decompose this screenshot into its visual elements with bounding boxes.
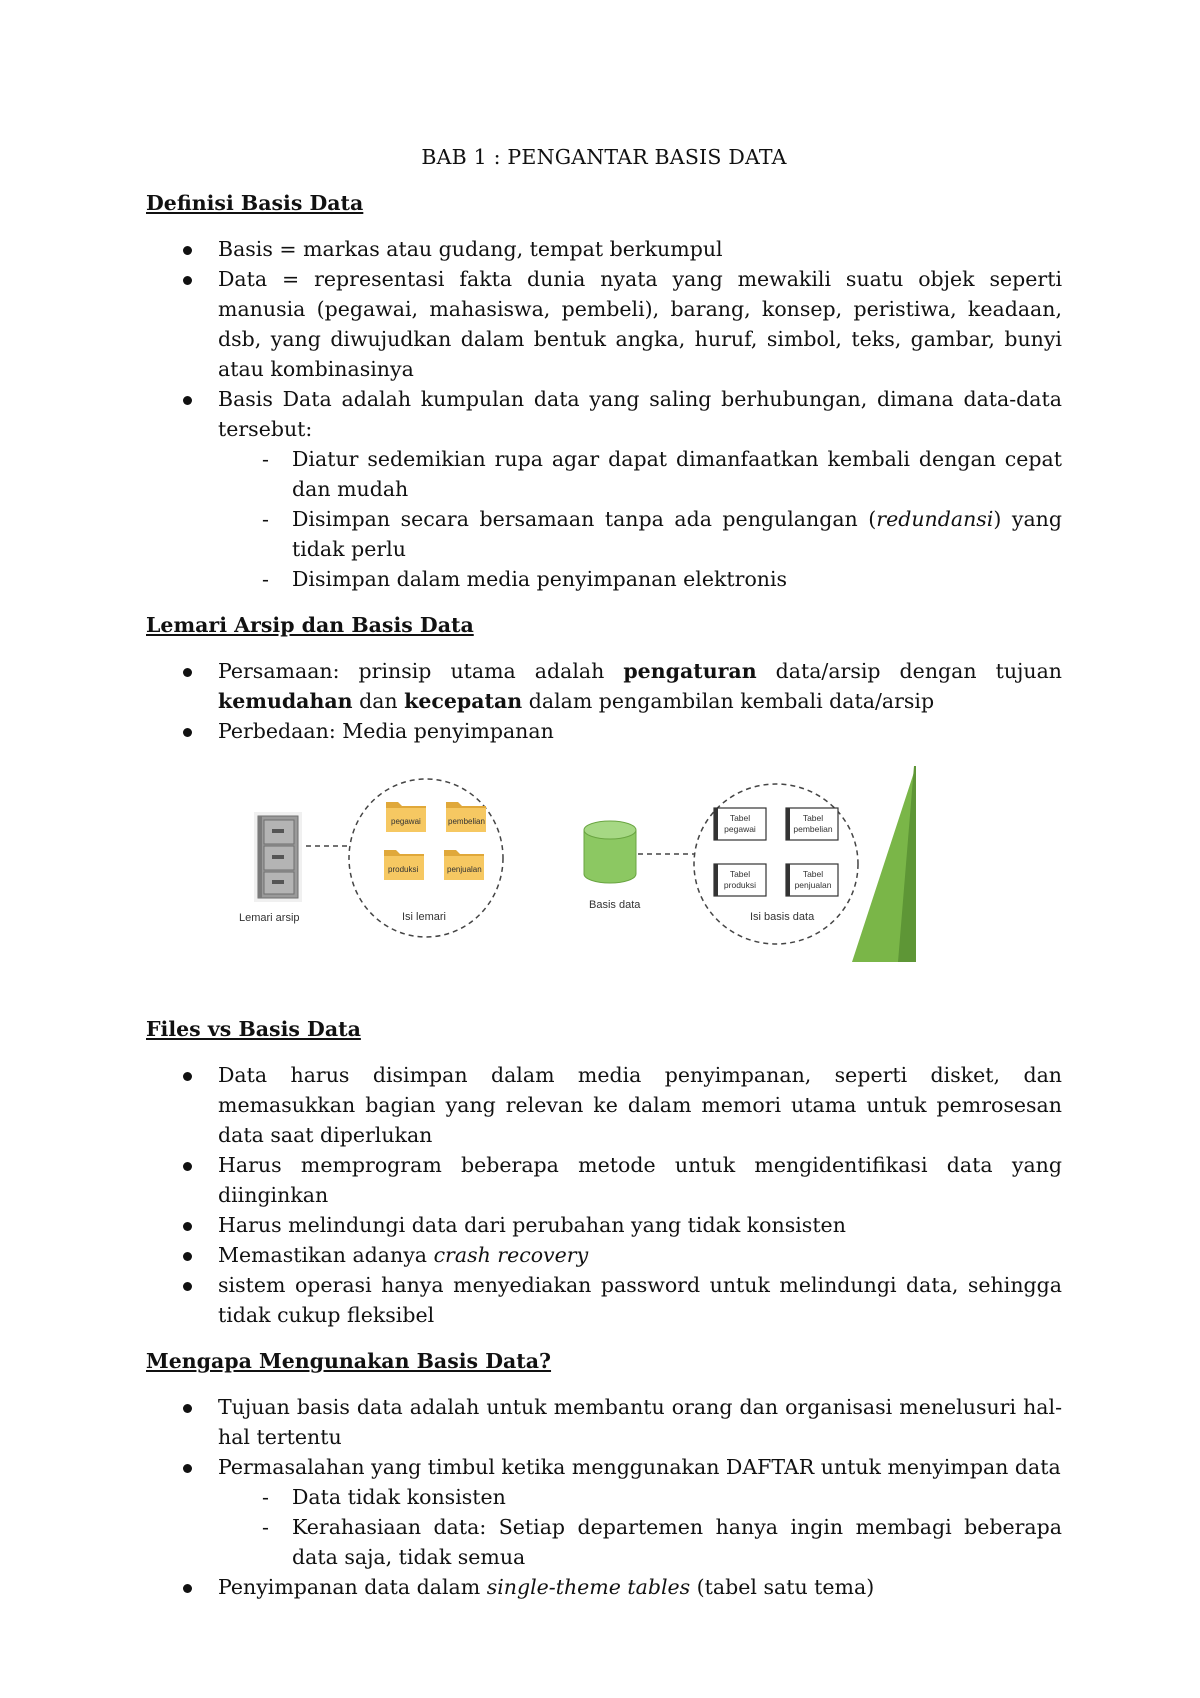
isi-lemari-label: Isi lemari: [402, 911, 447, 923]
list-item: Basis = markas atau gudang, tempat berkumpul: [146, 234, 1062, 264]
dash-icon: -: [262, 1485, 269, 1509]
table-label-line1: Tabel: [729, 813, 751, 823]
list-item: sistem operasi hanya menyediakan password untuk melindungi data, sehingga tidak cukup fleksibel: [146, 1270, 1062, 1330]
definisi-list: [146, 234, 1062, 594]
list-item: Memastikan adanya crash recovery: [146, 1240, 1062, 1270]
comparison-diagram: [146, 762, 1062, 998]
mengapa-list: [146, 1392, 1062, 1602]
bullet-icon: [183, 1162, 192, 1171]
list-item: Basis Data adalah kumpulan data yang saling berhubungan, dimana data-data tersebut: - Diatur sedemikian rupa agar dapat dimanfaatkan kembali dengan cepat dan mudah - Disimpan secara bersamaan tanpa ada pengulangan (redundansi) yang tidak perlu - Disimpan dalam media penyimpanan elektronis: [146, 384, 1062, 594]
section-heading-files: Files vs Basis Data: [146, 1017, 361, 1041]
bullet-icon: [183, 396, 192, 405]
folder-label: pegawai: [391, 817, 421, 826]
sub-list-item: - Diatur sedemikian rupa agar dapat dimanfaatkan kembali dengan cepat dan mudah: [218, 444, 1062, 504]
sub-list-item: - Data tidak konsisten: [218, 1482, 1062, 1512]
list-item: Persamaan: prinsip utama adalah pengaturan data/arsip dengan tujuan kemudahan dan kecepatan dalam pengambilan kembali data/arsip: [146, 656, 1062, 716]
list-item: Data harus disimpan dalam media penyimpanan, seperti disket, dan memasukkan bagian yang relevan ke dalam memori utama untuk pemrosesan data saat diperlukan: [146, 1060, 1062, 1150]
files-list: [146, 1060, 1062, 1330]
bullet-icon: [183, 1584, 192, 1593]
section-heading-definisi: Definisi Basis Data: [146, 191, 364, 215]
list-item: Permasalahan yang timbul ketika menggunakan DAFTAR untuk menyimpan data - Data tidak konsisten - Kerahasiaan data: Setiap departemen hanya ingin membagi beberapa data saja, tidak semua: [146, 1452, 1062, 1572]
bullet-icon: [183, 1404, 192, 1413]
bullet-icon: [183, 1282, 192, 1291]
bullet-icon: [183, 728, 192, 737]
bullet-icon: [183, 1222, 192, 1231]
table-label-line1: Tabel: [729, 869, 751, 879]
mengapa-sublist: [218, 1482, 1062, 1572]
dash-icon: -: [262, 507, 269, 531]
table-label-line2: penjualan: [794, 880, 832, 890]
list-item: Perbedaan: Media penyimpanan: [146, 716, 1062, 746]
bullet-icon: [183, 1072, 192, 1081]
folder-label: produksi: [388, 865, 419, 874]
comparison-figure: [146, 762, 1062, 998]
page-title: BAB 1 : PENGANTAR BASIS DATA: [421, 145, 787, 169]
list-item: Tujuan basis data adalah untuk membantu orang dan organisasi menelusuri hal-hal tertentu: [146, 1392, 1062, 1452]
dash-icon: -: [262, 447, 269, 471]
table-label-line2: pembelian: [793, 824, 833, 834]
basis-data-label: Basis data: [589, 899, 641, 911]
isi-basis-data-label: Isi basis data: [750, 911, 815, 923]
table-label-line2: pegawai: [724, 824, 756, 834]
section-heading-lemari: Lemari Arsip dan Basis Data: [146, 613, 474, 637]
filing-cabinet-icon: [254, 812, 302, 902]
folder-label: penjualan: [447, 865, 482, 874]
bullet-icon: [183, 276, 192, 285]
dash-icon: -: [262, 567, 269, 591]
sub-list-item: - Disimpan dalam media penyimpanan elektronis: [218, 564, 1062, 594]
lemari-arsip-label: Lemari arsip: [239, 912, 300, 924]
folder-label: pembelian: [448, 817, 485, 826]
dash-icon: -: [262, 1515, 269, 1539]
section-heading-mengapa: Mengapa Mengunakan Basis Data?: [146, 1349, 552, 1373]
bullet-icon: [183, 1252, 192, 1261]
list-item: Penyimpanan data dalam single-theme tables (tabel satu tema): [146, 1572, 1062, 1602]
document-body: [146, 142, 1062, 1618]
sub-list-item: - Kerahasiaan data: Setiap departemen hanya ingin membagi beberapa data saja, tidak semua: [218, 1512, 1062, 1572]
list-item: Harus memprogram beberapa metode untuk mengidentifikasi data yang diinginkan: [146, 1150, 1062, 1210]
bullet-icon: [183, 668, 192, 677]
sub-list-item: - Disimpan secara bersamaan tanpa ada pengulangan (redundansi) yang tidak perlu: [218, 504, 1062, 564]
table-label-line1: Tabel: [802, 813, 824, 823]
bullet-icon: [183, 246, 192, 255]
lemari-list: [146, 656, 1062, 746]
table-label-line2: produksi: [723, 880, 757, 890]
database-cylinder-icon: [584, 821, 636, 883]
list-item: Harus melindungi data dari perubahan yang tidak konsisten: [146, 1210, 1062, 1240]
list-item: Data = representasi fakta dunia nyata yang mewakili suatu objek seperti manusia (pegawai, mahasiswa, pembeli), barang, konsep, peristiwa, keadaan, dsb, yang diwujudkan dalam bentuk angka, huruf, simbol, teks, gambar, bunyi atau kombinasinya: [146, 264, 1062, 384]
bullet-icon: [183, 1464, 192, 1473]
table-label-line1: Tabel: [802, 869, 824, 879]
definisi-sublist: [218, 444, 1062, 594]
